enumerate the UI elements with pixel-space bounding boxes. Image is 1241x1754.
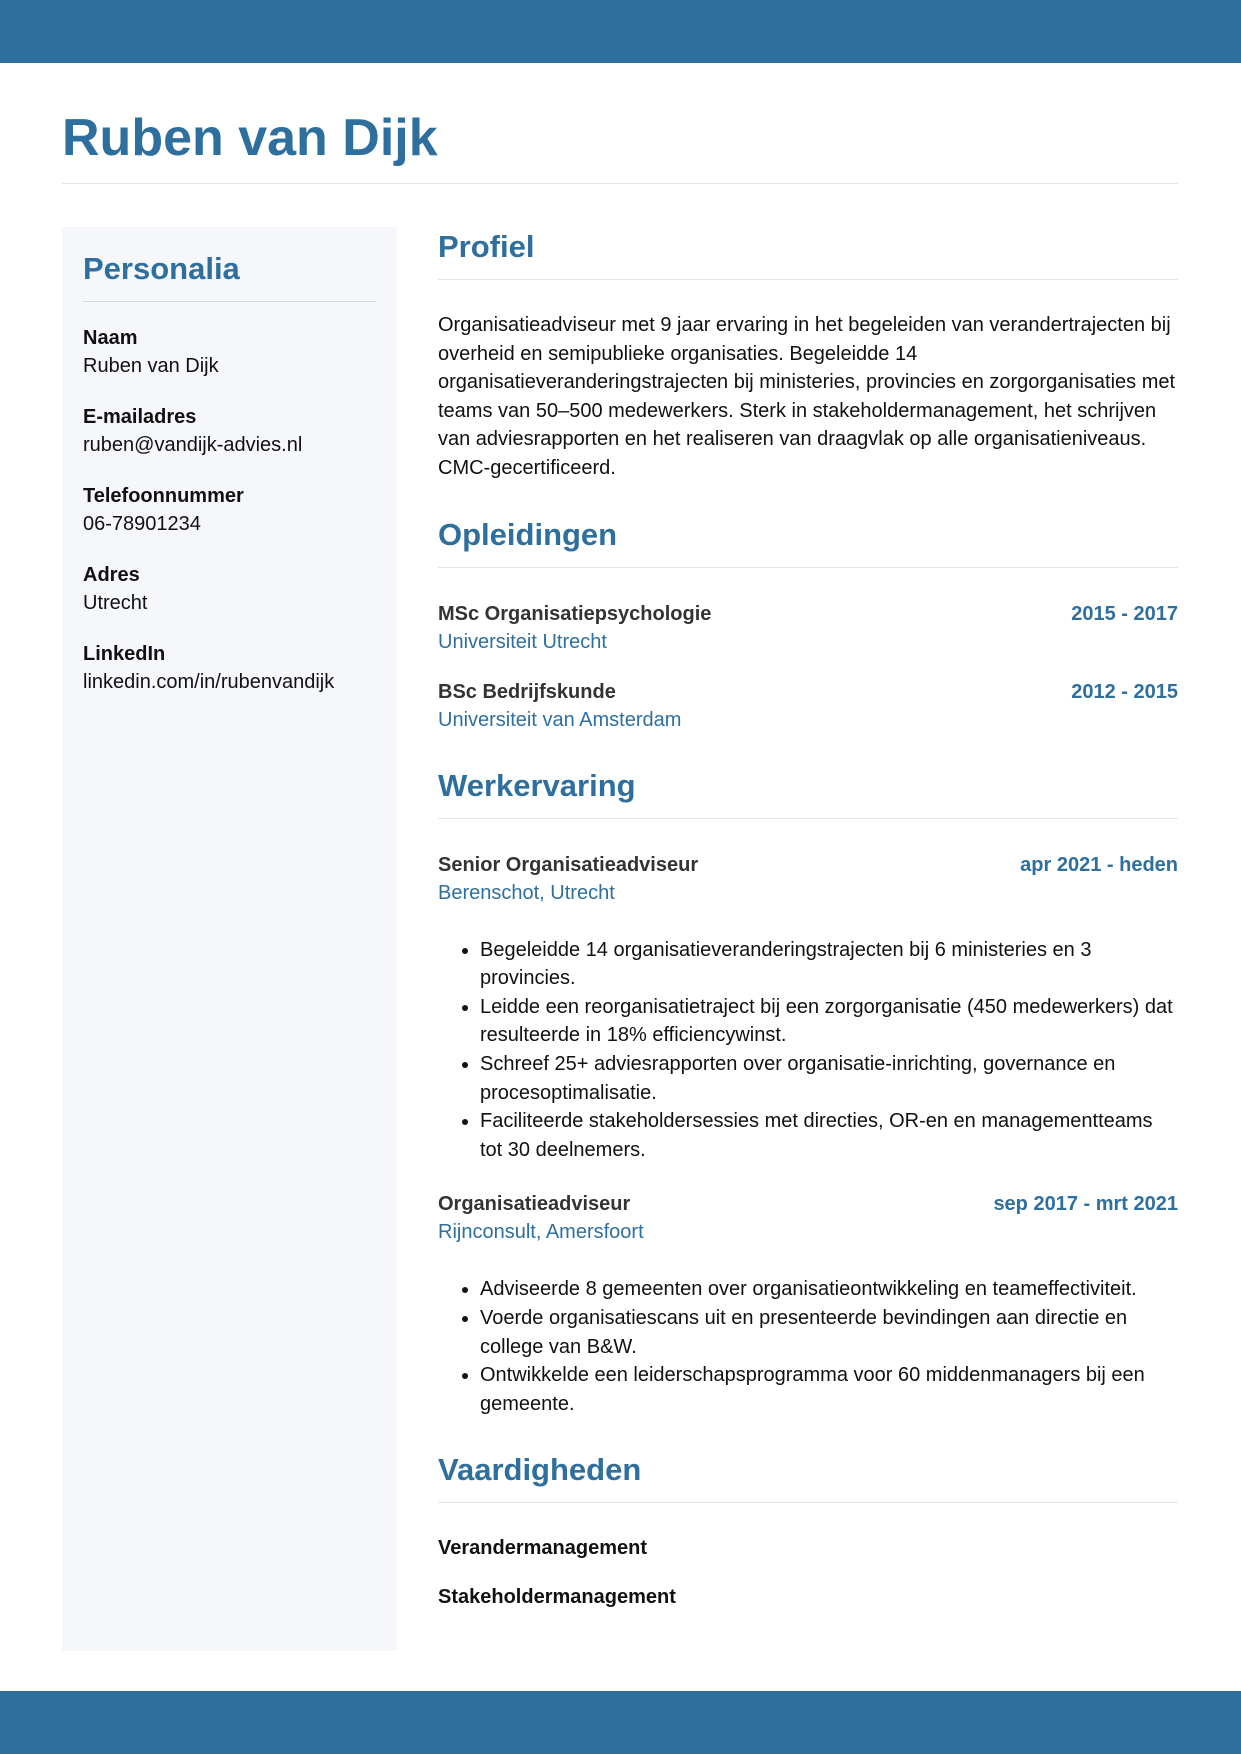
field-address xyxy=(83,561,376,617)
degree-title: MSc Organisatiepsychologie xyxy=(438,602,712,625)
sidebar-title: Personalia xyxy=(83,251,376,302)
list-item: • Begeleidde 14 organisatieveranderingstrajecten bij 6 ministeries en 3 provincies. xyxy=(480,936,1178,993)
entry-period: 2012 - 2015 xyxy=(1071,680,1178,703)
skill-item: Stakeholdermanagement xyxy=(438,1586,676,1609)
section-experience xyxy=(438,766,1178,1419)
skill-item: Verandermanagement xyxy=(438,1537,647,1560)
page-title: Ruben van Dijk xyxy=(62,109,438,167)
section-profile xyxy=(438,227,1178,483)
school-name: Universiteit Utrecht xyxy=(438,630,607,653)
entry-header xyxy=(438,1190,1178,1218)
company-name: Berenschot, Utrecht xyxy=(438,881,615,904)
field-label: E-mailadres xyxy=(83,406,197,428)
list-item: • Ontwikkelde een leiderschapsprogramma voor 60 middenmanagers bij een gemeente. xyxy=(480,1361,1178,1418)
entry-header xyxy=(438,851,1178,879)
skills-list xyxy=(438,1534,1178,1611)
bottom-band xyxy=(0,1691,1241,1754)
entry-header xyxy=(438,678,1178,706)
field-phone xyxy=(83,482,376,538)
title-divider xyxy=(62,183,1178,184)
field-value: Ruben van Dijk xyxy=(83,355,219,377)
list-item: • Voerde organisatiescans uit en presenteerde bevindingen aan directie en college van B&W. xyxy=(480,1304,1178,1361)
main-content xyxy=(438,227,1178,1643)
job-bullets xyxy=(438,1275,1178,1418)
section-education xyxy=(438,515,1178,734)
education-entry xyxy=(438,600,1178,656)
section-skills xyxy=(438,1450,1178,1611)
section-title-experience: Werkervaring xyxy=(438,766,1178,819)
entry-header xyxy=(438,600,1178,628)
entry-period: sep 2017 - mrt 2021 xyxy=(993,1193,1178,1216)
field-label: Naam xyxy=(83,327,138,349)
field-linkedin xyxy=(83,640,376,696)
list-item: • Leidde een reorganisatietraject bij een zorgorganisatie (450 medewerkers) dat resulteerde in 18% efficiencywinst. xyxy=(480,993,1178,1050)
sidebar-personalia xyxy=(62,227,397,1651)
section-title-profile: Profiel xyxy=(438,227,1178,280)
school-name: Universiteit van Amsterdam xyxy=(438,708,682,731)
entry-period: apr 2021 - heden xyxy=(1020,853,1178,876)
section-title-skills: Vaardigheden xyxy=(438,1450,1178,1503)
address-value: Utrecht xyxy=(83,592,148,614)
education-entry xyxy=(438,678,1178,734)
job-entry xyxy=(438,851,1178,1165)
list-item: • Faciliteerde stakeholdersessies met directies, OR-en en managementteams tot 30 deelnemers. xyxy=(480,1107,1178,1164)
field-label: Adres xyxy=(83,564,140,586)
job-bullets xyxy=(438,936,1178,1165)
section-title-education: Opleidingen xyxy=(438,515,1178,568)
linkedin-link[interactable]: linkedin.com/in/rubenvandijk xyxy=(83,671,335,693)
field-label: Telefoonnummer xyxy=(83,485,244,507)
degree-title: BSc Bedrijfskunde xyxy=(438,680,616,703)
list-item: • Schreef 25+ adviesrapporten over organisatie-inrichting, governance en procesoptimalisatie. xyxy=(480,1050,1178,1107)
email-value[interactable]: ruben@vandijk-advies.nl xyxy=(83,434,303,456)
company-name: Rijnconsult, Amersfoort xyxy=(438,1221,644,1244)
field-label: LinkedIn xyxy=(83,643,166,665)
job-role: Organisatieadviseur xyxy=(438,1193,631,1216)
field-email xyxy=(83,403,376,459)
job-role: Senior Organisatieadviseur xyxy=(438,853,699,876)
list-item: • Adviseerde 8 gemeenten over organisatieontwikkeling en teameffectiviteit. xyxy=(480,1275,1178,1304)
field-name xyxy=(83,324,376,380)
phone-value: 06-78901234 xyxy=(83,513,201,535)
profile-text: Organisatieadviseur met 9 jaar ervaring in het begeleiden van verandertrajecten bij overheid en semipublieke organisaties. Begeleidde 14 organisatieveranderingstrajecten bij ministeries, provincies en zorgorganisaties met teams van 50–500 medewerkers. Sterk in stakeholdermanagement, het schrijven van adviesrapporten en het realiseren van draagvlak op alle organisatieniveaus. CMC-gecertificeerd. xyxy=(438,314,1176,479)
job-entry xyxy=(438,1190,1178,1418)
entry-period: 2015 - 2017 xyxy=(1071,602,1178,625)
top-band xyxy=(0,0,1241,63)
